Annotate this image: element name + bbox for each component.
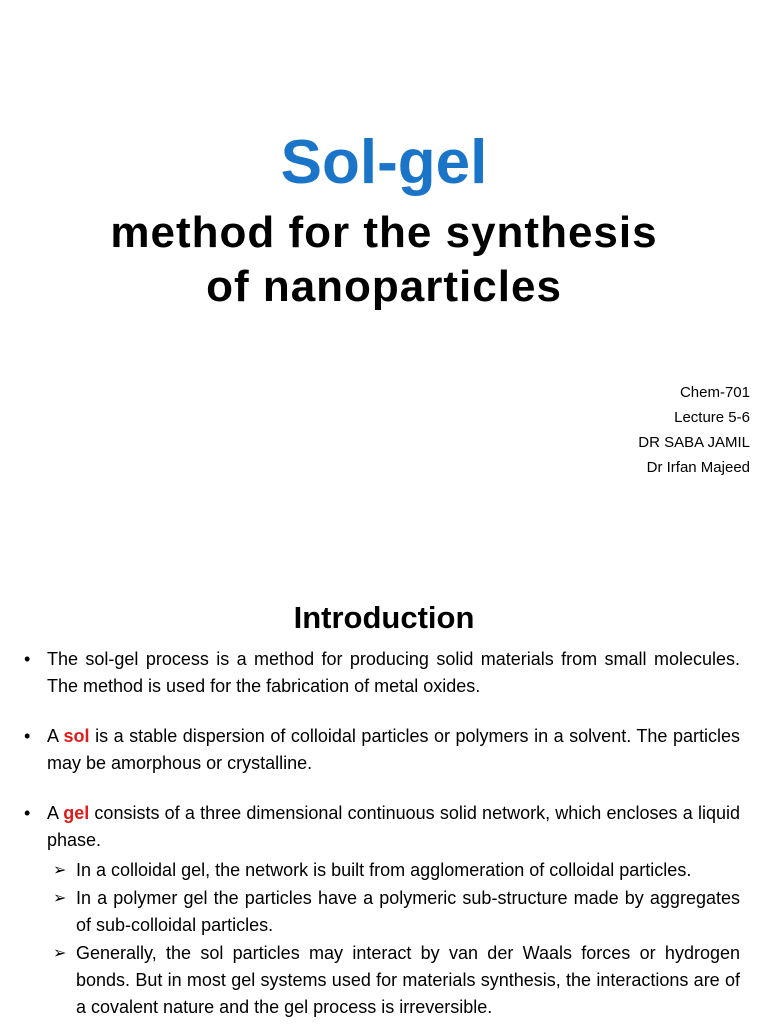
- author-name: Dr Irfan Majeed: [646, 459, 750, 476]
- bullet-prefix: A: [47, 726, 64, 746]
- section-heading: Introduction: [293, 600, 475, 635]
- course-code: Chem-701: [679, 384, 750, 401]
- lecture-info: [638, 380, 750, 480]
- sub-bullet-item: [47, 940, 740, 1021]
- bullet-prefix: A: [47, 803, 64, 823]
- subtitle-line-2: of nanoparticles: [206, 262, 562, 311]
- introduction-slide: [0, 560, 768, 1024]
- sub-bullet-text: In a colloidal gel, the network is built from agglomeration of colloidal particles.: [76, 860, 692, 880]
- bullet-item: [22, 646, 740, 700]
- bullet-text: The sol-gel process is a method for producing solid materials from small molecules. The method is used for the fabrication of metal oxides.: [47, 649, 740, 696]
- slide-subtitle: [0, 206, 768, 314]
- sub-bullet-item: [47, 857, 740, 884]
- author-name: DR SABA JAMIL: [638, 434, 750, 451]
- highlight-term: gel: [63, 803, 90, 823]
- sub-bullet-list: [47, 857, 740, 1021]
- sub-bullet-text: In a polymer gel the particles have a polymeric sub-structure made by aggregates of sub-colloidal particles.: [76, 888, 740, 935]
- bullet-text: is a stable dispersion of colloidal particles or polymers in a solvent. The particles may be amorphous or crystalline.: [47, 726, 740, 773]
- sub-bullet-item: [47, 885, 740, 939]
- sub-bullet-text: Generally, the sol particles may interact by van der Waals forces or hydrogen bonds. But in most gel systems used for materials synthesis, the interactions are of a covalent nature and the gel process is irreversible.: [76, 943, 740, 1017]
- bullet-text: consists of a three dimensional continuous solid network, which encloses a liquid phase.: [47, 803, 740, 850]
- lecture-number: Lecture 5-6: [674, 409, 750, 426]
- bullet-item: [22, 800, 740, 1021]
- bullet-item: [22, 723, 740, 777]
- slide-title: Sol-gel: [280, 128, 488, 197]
- subtitle-line-1: method for the synthesis: [110, 208, 658, 257]
- bullet-list: [22, 646, 740, 1022]
- highlight-term: sol: [63, 726, 90, 746]
